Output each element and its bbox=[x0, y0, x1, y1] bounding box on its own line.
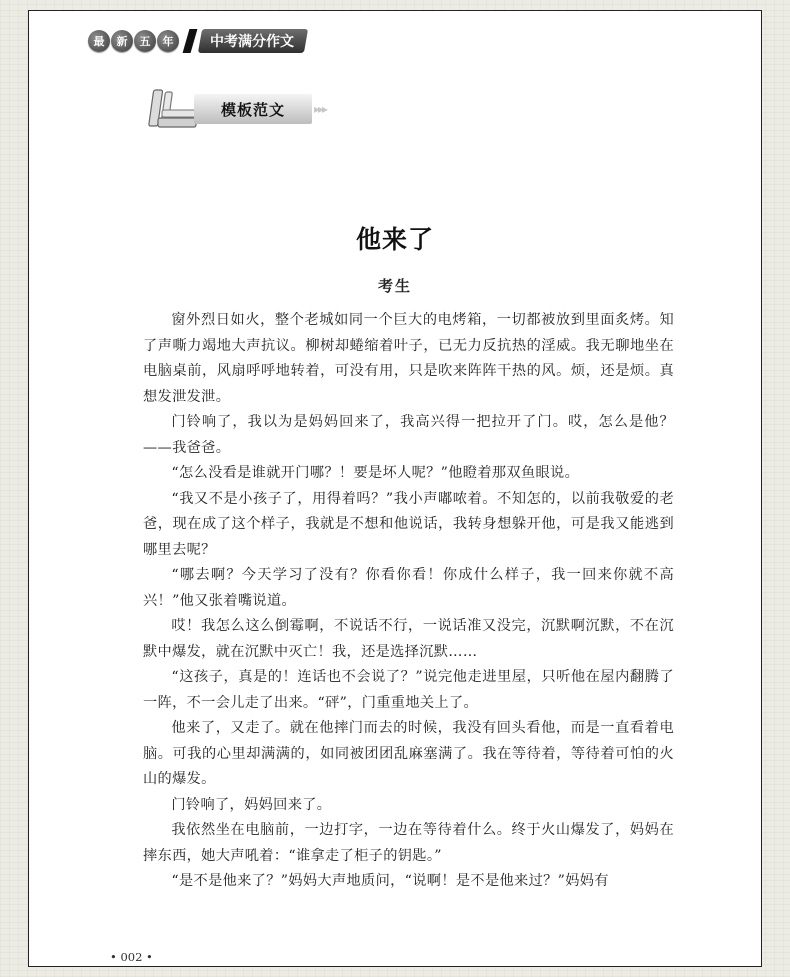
paragraph: “这孩子，真是的！连话也不会说了？”说完他走进里屋，只听他在屋内翻腾了一阵，不一会儿走了出来。“砰”，门重重地关上了。 bbox=[143, 669, 674, 711]
paragraph: 哎！我怎么这么倒霉啊，不说话不行，一说话准又没完，沉默啊沉默，不在沉默中爆发，就在沉默中灭亡！我，还是选择沉默…… bbox=[143, 618, 674, 660]
paragraph: 门铃响了，妈妈回来了。 bbox=[171, 796, 332, 813]
series-chip: 最 bbox=[88, 30, 110, 52]
books-icon bbox=[148, 88, 200, 130]
series-chip: 新 bbox=[111, 30, 133, 52]
paragraph: “哪去啊？今天学习了没有？你看你看！你成什么样子，我一回来你就不高兴！”他又张着嘴说道。 bbox=[143, 567, 674, 609]
arrows-icon: ▸▸▸ bbox=[314, 102, 327, 116]
section-heading bbox=[148, 88, 338, 132]
paragraph: 我依然坐在电脑前，一边打字，一边在等待着什么。终于火山爆发了，妈妈在摔东西，她大声吼着：“谁拿走了柜子的钥匙。” bbox=[143, 822, 674, 864]
essay-title: 他来了 bbox=[355, 225, 434, 254]
paragraph: “我又不是小孩子了，用得着吗？”我小声嘟哝着。不知怎的，以前我敬爱的老爸，现在成了这个样子，我就是不想和他说话，我转身想躲开他，可是我又能逃到哪里去呢？ bbox=[143, 490, 674, 558]
series-chip: 年 bbox=[157, 30, 179, 52]
series-title-text: 中考满分作文 bbox=[210, 34, 294, 50]
essay-body bbox=[143, 308, 674, 895]
essay-author: 考生 bbox=[377, 277, 412, 295]
series-header bbox=[88, 26, 306, 56]
divider-slash bbox=[183, 29, 198, 53]
paragraph: 门铃响了，我以为是妈妈回来了，我高兴得一把拉开了门。哎，怎么是他？——我爸爸。 bbox=[143, 414, 674, 456]
series-title bbox=[198, 29, 308, 53]
section-label: 模板范文 bbox=[194, 94, 312, 124]
paragraph: “是不是他来了？”妈妈大声地质问，“说啊！是不是他来过？”妈妈有 bbox=[171, 873, 609, 889]
paragraph: “怎么没看是谁就开门哪？！要是坏人呢？”他瞪着那双鱼眼说。 bbox=[171, 465, 580, 481]
paragraph: 他来了，又走了。就在他摔门而去的时候，我没有回头看他，而是一直看着电脑。可我的心里却满满的，如同被团团乱麻塞满了。我在等待着，等待着可怕的火山的爆发。 bbox=[143, 720, 674, 787]
series-chip: 五 bbox=[134, 30, 156, 52]
page-number: • 002 • bbox=[110, 950, 153, 964]
paragraph: 窗外烈日如火，整个老城如同一个巨大的电烤箱，一切都被放到里面炙烤。知了声嘶力竭地大声抗议。柳树却蜷缩着叶子，已无力反抗热的淫威。我无聊地坐在电脑桌前，风扇呼呼地转着，可没有用，只是吹来阵阵干热的风。烦，还是烦。真想发泄发泄。 bbox=[143, 312, 674, 405]
